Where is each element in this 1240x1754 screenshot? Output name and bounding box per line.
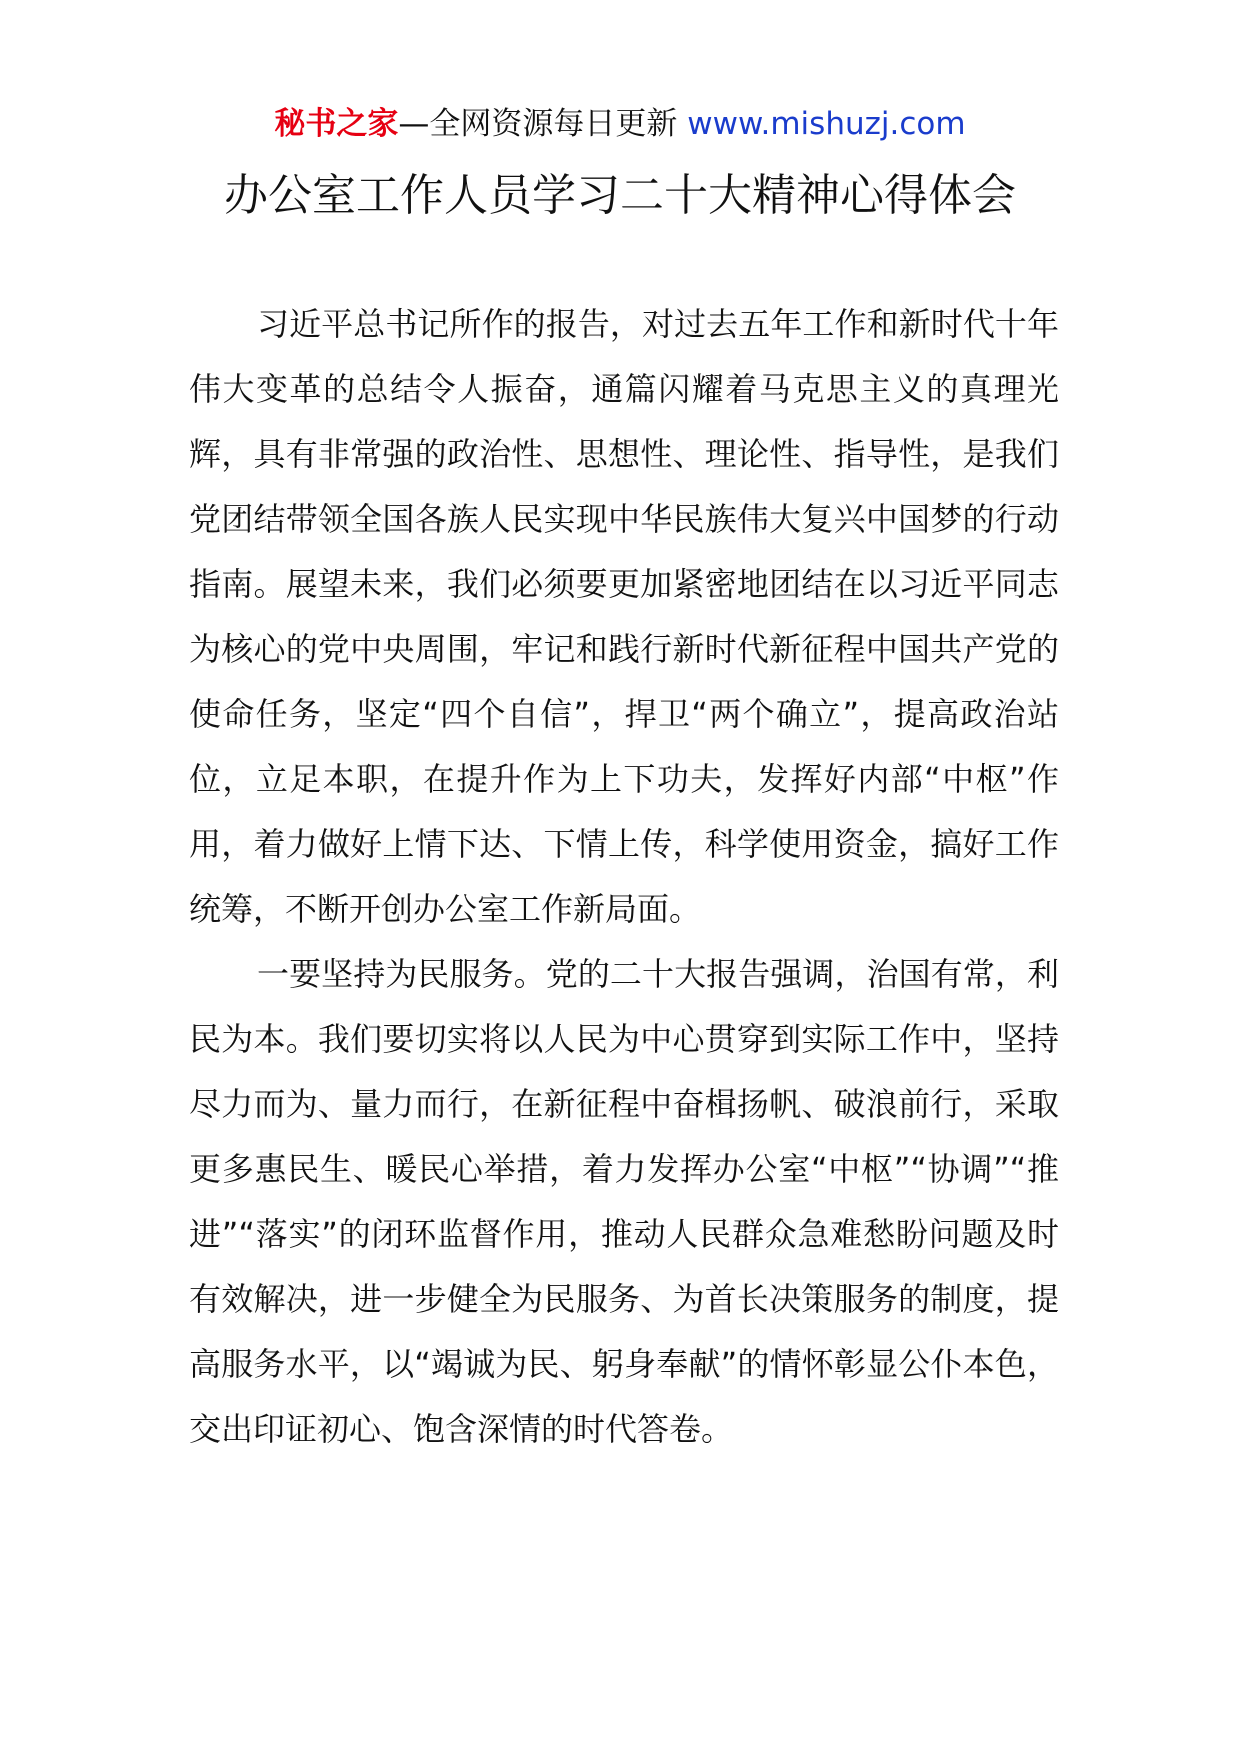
- site-header: [0, 104, 1240, 144]
- site-url-link[interactable]: www.mishuzj.com: [687, 106, 966, 142]
- paragraph-serve-people: 一要坚持为民服务。党的二十大报告强调，治国有常，利民为本。我们要切实将以人民为中心贯穿到实际工作中，坚持尽力而为、量力而行，在新征程中奋楫扬帆、破浪前行，采取更多惠民生、暖民心举措，着力发挥办公室“中枢”“协调”“推进”“落实”的闭环监督作用，推动人民群众急难愁盼问题及时有效解决，进一步健全为民服务、为首长决策服务的制度，提高服务水平，以“竭诚为民、躬身奉献”的情怀彰显公仆本色，交出印证初心、饱含深情的时代答卷。: [189, 955, 1059, 1448]
- paragraph-intro: 习近平总书记所作的报告，对过去五年工作和新时代十年伟大变革的总结令人振奋，通篇闪耀着马克思主义的真理光辉，具有非常强的政治性、思想性、理论性、指导性，是我们党团结带领全国各族人民实现中华民族伟大复兴中国梦的行动指南。展望未来，我们必须要更加紧密地团结在以习近平同志为核心的党中央周围，牢记和践行新时代新征程中国共产党的使命任务，坚定“四个自信”，捍卫“两个确立”，提高政治站位，立足本职，在提升作为上下功夫，发挥好内部“中枢”作用，着力做好上情下达、下情上传，科学使用资金，搞好工作统筹，不断开创办公室工作新局面。: [189, 305, 1059, 928]
- document-title: 办公室工作人员学习二十大精神心得体会: [224, 170, 1016, 221]
- site-brand: 秘书之家: [274, 106, 399, 142]
- document-body: [189, 292, 1059, 1462]
- site-tagline: —全网资源每日更新: [398, 106, 678, 142]
